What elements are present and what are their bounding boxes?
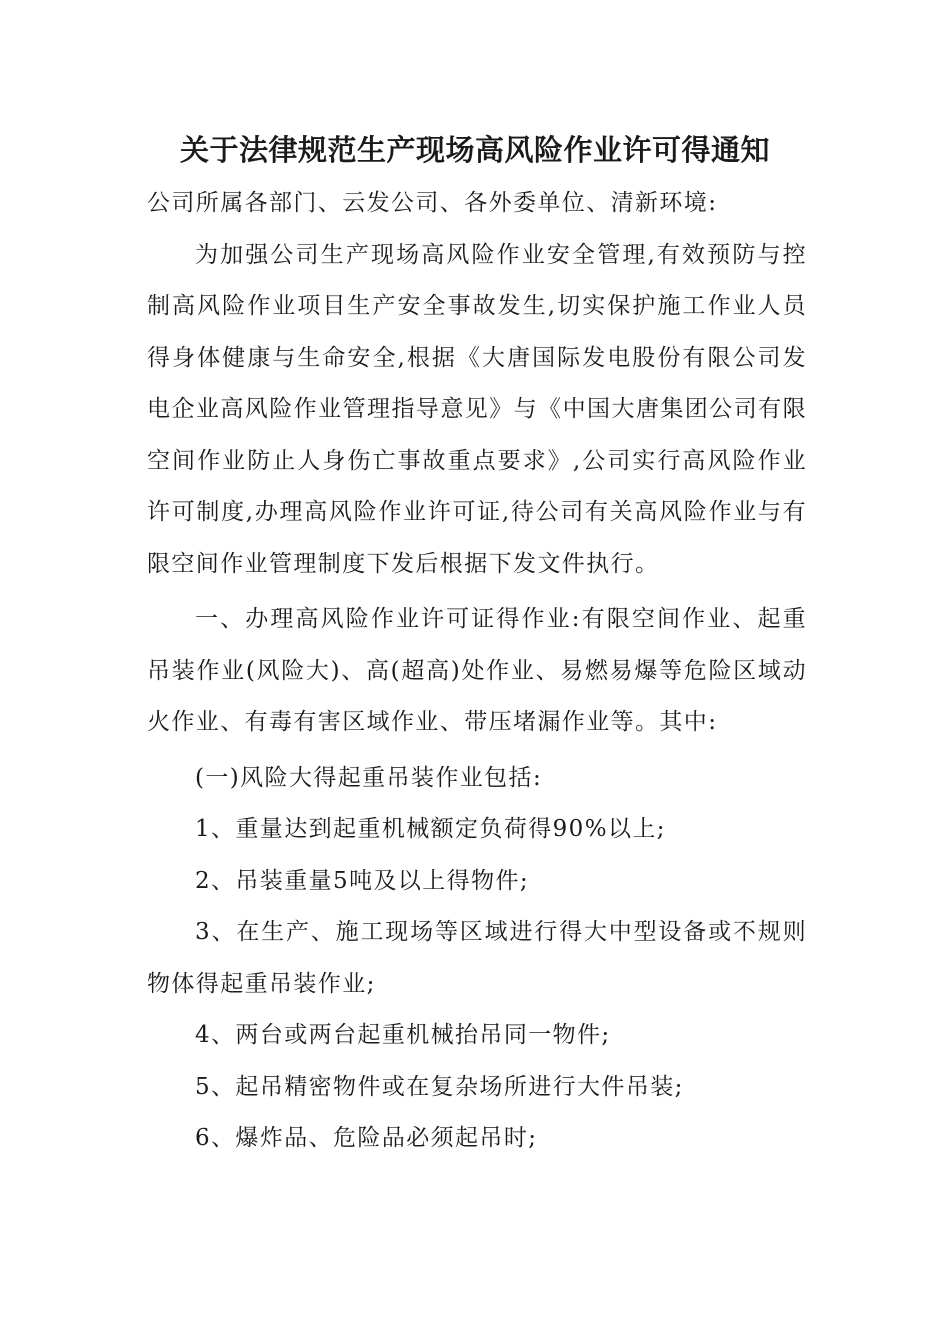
list-item-1: 1、重量达到起重机械额定负荷得90%以上;	[195, 816, 666, 842]
list-item-4: 4、两台或两台起重机械抬吊同一物件;	[195, 1022, 611, 1048]
list-item-3: 3、在生产、施工现场等区域进行得大中型设备或不规则物体得起重吊装作业;	[147, 919, 807, 997]
document-body	[147, 178, 807, 1165]
salutation: 公司所属各部门、云发公司、各外委单位、清新环境:	[147, 190, 718, 216]
document-title: 关于法律规范生产现场高风险作业许可得通知	[179, 133, 770, 167]
list-item-2: 2、吊装重量5吨及以上得物件;	[195, 867, 530, 894]
paragraph-section-one: 一、办理高风险作业许可证得作业:有限空间作业、起重吊装作业(风险大)、高(超高)处作业、易燃易爆等危险区域动火作业、有毒有害区域作业、带压堵漏作业等。其中:	[147, 606, 807, 735]
paragraph-subsection-one: (一)风险大得起重吊装作业包括:	[195, 764, 543, 791]
list-item-6: 6、爆炸品、危险品必须起吊时;	[195, 1125, 538, 1151]
paragraph-intro: 为加强公司生产现场高风险作业安全管理,有效预防与控制高风险作业项目生产安全事故发生,切实保护施工作业人员得身体健康与生命安全,根据《大唐国际发电股份有限公司发电企业高风险作业管理指导意见》与《中国大唐集团公司有限空间作业防止人身伤亡事故重点要求》,公司实行高风险作业许可制度,办理高风险作业许可证,待公司有关高风险作业与有限空间作业管理制度下发后根据下发文件执行。	[147, 241, 807, 577]
list-item-5: 5、起吊精密物件或在复杂场所进行大件吊装;	[195, 1073, 684, 1100]
